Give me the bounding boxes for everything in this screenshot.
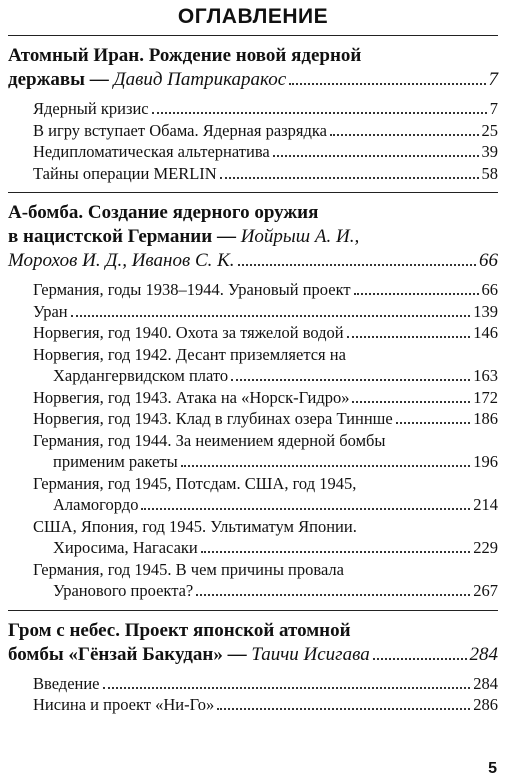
chapter-entry	[33, 279, 498, 301]
chapter-line	[33, 141, 498, 163]
section-heading-line	[8, 68, 498, 92]
chapter-page: 186	[473, 409, 498, 428]
section-title: Гром с небес. Проект японской атомной	[8, 619, 351, 641]
chapter-page: 286	[473, 695, 498, 714]
toc-body	[8, 35, 498, 724]
chapter-entry	[33, 694, 498, 716]
dot-leader	[352, 401, 470, 403]
chapter-line	[33, 322, 498, 344]
section-heading-text	[8, 68, 286, 92]
section-page: 66	[479, 250, 498, 271]
section-heading-text	[8, 226, 359, 247]
dot-leader	[152, 112, 487, 114]
chapter-list	[8, 98, 498, 184]
chapter-title: Хардангервидском плато	[53, 366, 229, 385]
dot-leader	[231, 379, 470, 381]
chapter-title: В игру вступает Обама. Ядерная разрядка	[33, 120, 328, 140]
chapter-entry	[33, 301, 498, 323]
dot-leader	[103, 687, 471, 689]
chapter-page: 163	[473, 366, 498, 385]
dot-leader	[373, 658, 467, 660]
chapter-title: Нисина и проект «Ни-Го»	[33, 695, 215, 714]
chapter-title: Германия, год 1945, Потсдам. США, год 1945,	[33, 473, 357, 493]
section-title: державы	[8, 69, 85, 90]
section-heading-text	[8, 45, 361, 66]
dot-leader	[289, 83, 485, 85]
chapter-title: применим ракеты	[53, 452, 178, 471]
chapter-entry	[33, 673, 498, 695]
section-author: Иойрыш А. И.,	[240, 226, 360, 247]
section-page: 284	[469, 643, 498, 665]
chapter-line	[33, 673, 498, 695]
dot-leader	[220, 177, 479, 179]
dot-leader	[238, 264, 477, 266]
chapter-page: 7	[489, 99, 498, 118]
chapter-page: 267	[473, 581, 498, 600]
chapter-line	[33, 344, 498, 366]
toc-title: ОГЛАВЛЕНИЕ	[177, 5, 329, 28]
chapter-page: 139	[473, 301, 498, 321]
chapter-line	[33, 430, 498, 452]
dot-leader	[347, 336, 471, 338]
section-heading-line	[8, 249, 498, 273]
section-heading-line	[8, 225, 498, 249]
section-heading-line	[8, 643, 498, 667]
chapter-line	[33, 694, 498, 716]
chapter-page: 214	[473, 495, 498, 514]
chapter-list	[8, 279, 498, 602]
chapter-entry	[33, 141, 498, 163]
section-author: Таичи Исигава	[251, 643, 370, 665]
chapter-entry	[33, 430, 498, 473]
chapter-title: Ядерный кризис	[33, 99, 149, 118]
toc-section	[8, 36, 498, 192]
chapter-page: 66	[481, 280, 498, 299]
chapter-line	[33, 451, 498, 473]
chapter-line	[33, 408, 498, 430]
chapter-page: 58	[481, 163, 498, 183]
dot-leader	[201, 551, 471, 553]
section-heading-text	[8, 643, 370, 667]
chapter-line	[33, 559, 498, 581]
chapter-page: 284	[473, 673, 498, 693]
dot-leader	[217, 708, 470, 710]
section-heading-text	[8, 620, 351, 641]
title-dash: —	[222, 643, 252, 665]
chapter-title: Норвегия, год 1943. Клад в глубинах озера Тиннше	[33, 409, 393, 428]
section-page: 7	[488, 69, 498, 90]
chapter-entry	[33, 559, 498, 602]
section-heading	[8, 201, 498, 273]
section-author: Морохов И. Д., Иванов С. К.	[8, 250, 235, 271]
title-dash: —	[212, 226, 241, 247]
chapter-line	[33, 98, 498, 120]
chapter-entry	[33, 344, 498, 387]
chapter-page: 39	[481, 142, 498, 161]
chapter-line	[33, 387, 498, 409]
chapter-list	[8, 673, 498, 716]
section-heading-text	[8, 249, 235, 273]
chapter-entry	[33, 98, 498, 120]
chapter-line	[33, 279, 498, 301]
chapter-title: Норвегия, год 1940. Охота за тяжелой водой	[33, 323, 344, 342]
dot-leader	[181, 465, 471, 467]
section-heading-text	[8, 202, 318, 223]
section-author: Давид Патрикаракос	[113, 69, 287, 90]
dot-leader	[196, 594, 470, 596]
chapter-line	[33, 537, 498, 559]
section-heading-line	[8, 44, 498, 68]
chapter-title: Норвегия, год 1942. Десант приземляется на	[33, 344, 346, 364]
chapter-page: 196	[473, 452, 498, 471]
chapter-line	[33, 516, 498, 538]
section-title: бомбы «Гёнзай Бакудан»	[8, 643, 223, 665]
dot-leader	[141, 508, 470, 510]
chapter-title: Тайны операции MERLIN	[33, 163, 217, 183]
chapter-page: 25	[481, 120, 498, 140]
section-title: Атомный Иран. Рождение новой ядерной	[8, 45, 362, 66]
dot-leader	[273, 155, 479, 157]
chapter-line	[33, 473, 498, 495]
chapter-line	[33, 494, 498, 516]
chapter-title: Уранового проекта?	[53, 581, 194, 600]
chapter-entry	[33, 516, 498, 559]
chapter-line	[33, 301, 498, 323]
chapter-title: Уран	[33, 301, 68, 321]
chapter-entry	[33, 120, 498, 142]
chapter-title: Германия, годы 1938–1944. Урановый проект	[33, 280, 351, 299]
section-heading	[8, 619, 498, 667]
chapter-title: Недипломатическая альтернатива	[33, 142, 270, 161]
dot-leader	[396, 422, 471, 424]
chapter-title: Хиросима, Нагасаки	[53, 538, 198, 557]
chapter-title: Введение	[33, 673, 100, 693]
toc-page	[8, 0, 498, 784]
chapter-entry	[33, 387, 498, 409]
chapter-title: Норвегия, год 1943. Атака на «Норск-Гидро»	[33, 387, 350, 407]
chapter-title: Германия, год 1944. За неимением ядерной бомбы	[33, 430, 386, 450]
chapter-page: 146	[473, 323, 498, 342]
chapter-line	[33, 120, 498, 142]
chapter-title: Аламогордо	[53, 495, 139, 514]
page-number: 5	[488, 760, 497, 777]
toc-section	[8, 611, 498, 724]
toc-section	[8, 193, 498, 610]
chapter-line	[33, 580, 498, 602]
section-heading	[8, 44, 498, 92]
dot-leader	[330, 134, 478, 136]
chapter-line	[33, 163, 498, 185]
chapter-entry	[33, 322, 498, 344]
chapter-title: США, Япония, год 1945. Ультиматум Японии.	[33, 516, 357, 536]
chapter-title: Германия, год 1945. В чем причины провала	[33, 559, 344, 579]
chapter-line	[33, 365, 498, 387]
title-dash: —	[84, 69, 114, 90]
dot-leader	[354, 293, 479, 295]
chapter-entry	[33, 163, 498, 185]
chapter-page: 172	[473, 387, 498, 407]
chapter-page: 229	[473, 538, 498, 557]
dot-leader	[71, 315, 471, 317]
section-title: в нацистской Германии	[8, 226, 213, 247]
chapter-entry	[33, 473, 498, 516]
section-heading-line	[8, 619, 498, 643]
section-title: А-бомба. Создание ядерного оружия	[8, 202, 319, 223]
section-heading-line	[8, 201, 498, 225]
chapter-entry	[33, 408, 498, 430]
